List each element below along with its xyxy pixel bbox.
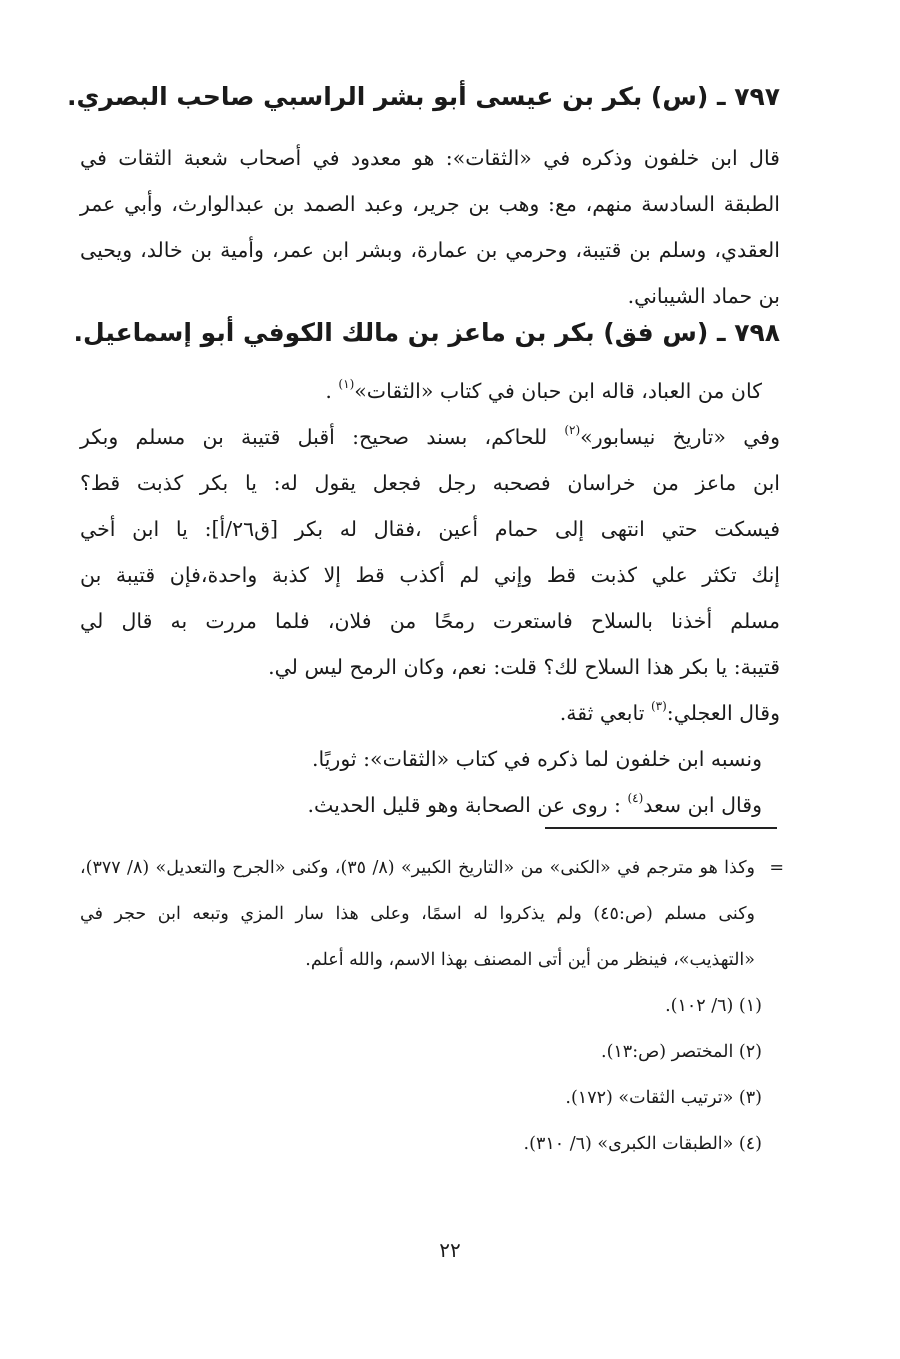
entry-body-797: قال ابن خلفون وذكره في «الثقات»: هو معدود في أصحاب شعبة الثقات في الطبقة السادسة منهم، مع: وهب بن جرير، وعبد الصمد بن عبدالوارث، وأبي عمر العقدي، وسلم بن قتيبة، وحرمي بن عمارة، وبشر ابن عمر، وأمية بن خالد، ويحيى بن حماد الشيباني.	[80, 146, 780, 308]
paragraph-line: قتيبة: يا بكر هذا السلاح لك؟ قلت: نعم، وكان الرمح ليس لي.	[268, 655, 780, 679]
page-number: ٢٢	[439, 1238, 461, 1262]
footnote-ref: (٣)	[650, 699, 667, 713]
footnote-ref: (٤)	[627, 791, 644, 805]
paragraph-text: وقال العجلي:	[666, 701, 780, 725]
footnote-item: (٢) المختصر (ص:١٣).	[601, 1042, 762, 1062]
entry-heading-797: ٧٩٧ ـ (س) بكر بن عيسى أبو بشر الراسبي صاحب البصري.	[66, 82, 780, 111]
footnote-text: وكذا هو مترجم في «الكنى» من «التاريخ الكبير» (٨/ ٣٥)، وكنى «الجرح والتعديل» (٨/ ٣٧٧)، وكنى مسلم (ص:٤٥) ولم يذكروا له اسمًا، وعلى هذا سار المزي وتبعه ابن حجر في «التهذيب»، فينظر من أين أتى المصنف بهذا الاسم، والله أعلم.	[80, 858, 756, 970]
paragraph-text: وقال ابن سعد	[643, 793, 762, 817]
paragraph-line: ابن ماعز من خراسان فصحبه رجل فجعل يقول له: يا بكر كذبت قط؟	[80, 471, 780, 495]
entry-heading-798: ٧٩٨ ـ (س فق) بكر بن ماعز بن مالك الكوفي أبو إسماعيل.	[73, 318, 780, 347]
footnote-item: (٤) «الطبقات الكبرى» (٦/ ٣١٠).	[523, 1134, 762, 1154]
footnote-item: (٣) «ترتيب الثقات» (١٧٢).	[565, 1088, 762, 1108]
footnote-item: (١) (٦/ ١٠٢).	[665, 996, 762, 1016]
paragraph-text: : روى عن الصحابة وهو قليل الحديث.	[307, 793, 628, 817]
entry-body-798	[80, 368, 780, 828]
paragraph-text: تابعي ثقة.	[559, 701, 651, 725]
footnote-ref: (٢)	[564, 423, 581, 437]
footnote-continuation	[80, 845, 784, 983]
paragraph	[80, 782, 780, 828]
paragraph	[80, 690, 780, 736]
footnote-separator	[545, 827, 777, 829]
paragraph-text: للحاكم، بسند صحيح: أقبل قتيبة بن مسلم وبكر	[80, 425, 565, 449]
continuation-marker: =	[769, 858, 784, 878]
footnotes	[80, 845, 784, 1167]
paragraph-text: كان من العباد، قاله ابن حبان في كتاب «الثقات»	[354, 379, 762, 403]
paragraph-line: إنك تكثر علي كذبت قط وإني لم أكذب قط إلا كذبة واحدة،فإن قتيبة بن	[80, 563, 780, 587]
paragraph-text: .	[325, 379, 339, 403]
paragraph	[80, 368, 780, 414]
paragraph-line: مسلم أخذنا بالسلاح فاستعرت رمحًا من فلان، فلما مررت به قال لي	[80, 609, 780, 633]
paragraph: ونسبه ابن خلفون لما ذكره في كتاب «الثقات»: ثوريًا.	[311, 747, 762, 771]
paragraph-line	[80, 414, 780, 460]
paragraph-line: فيسكت حتي انتهى إلى حمام أعين ،فقال له بكر [ق٢٦/أ]: يا ابن أخي	[80, 517, 780, 541]
footnote-ref: (١)	[338, 377, 355, 391]
paragraph-text: وفي «تاريخ نيسابور»	[580, 425, 780, 449]
